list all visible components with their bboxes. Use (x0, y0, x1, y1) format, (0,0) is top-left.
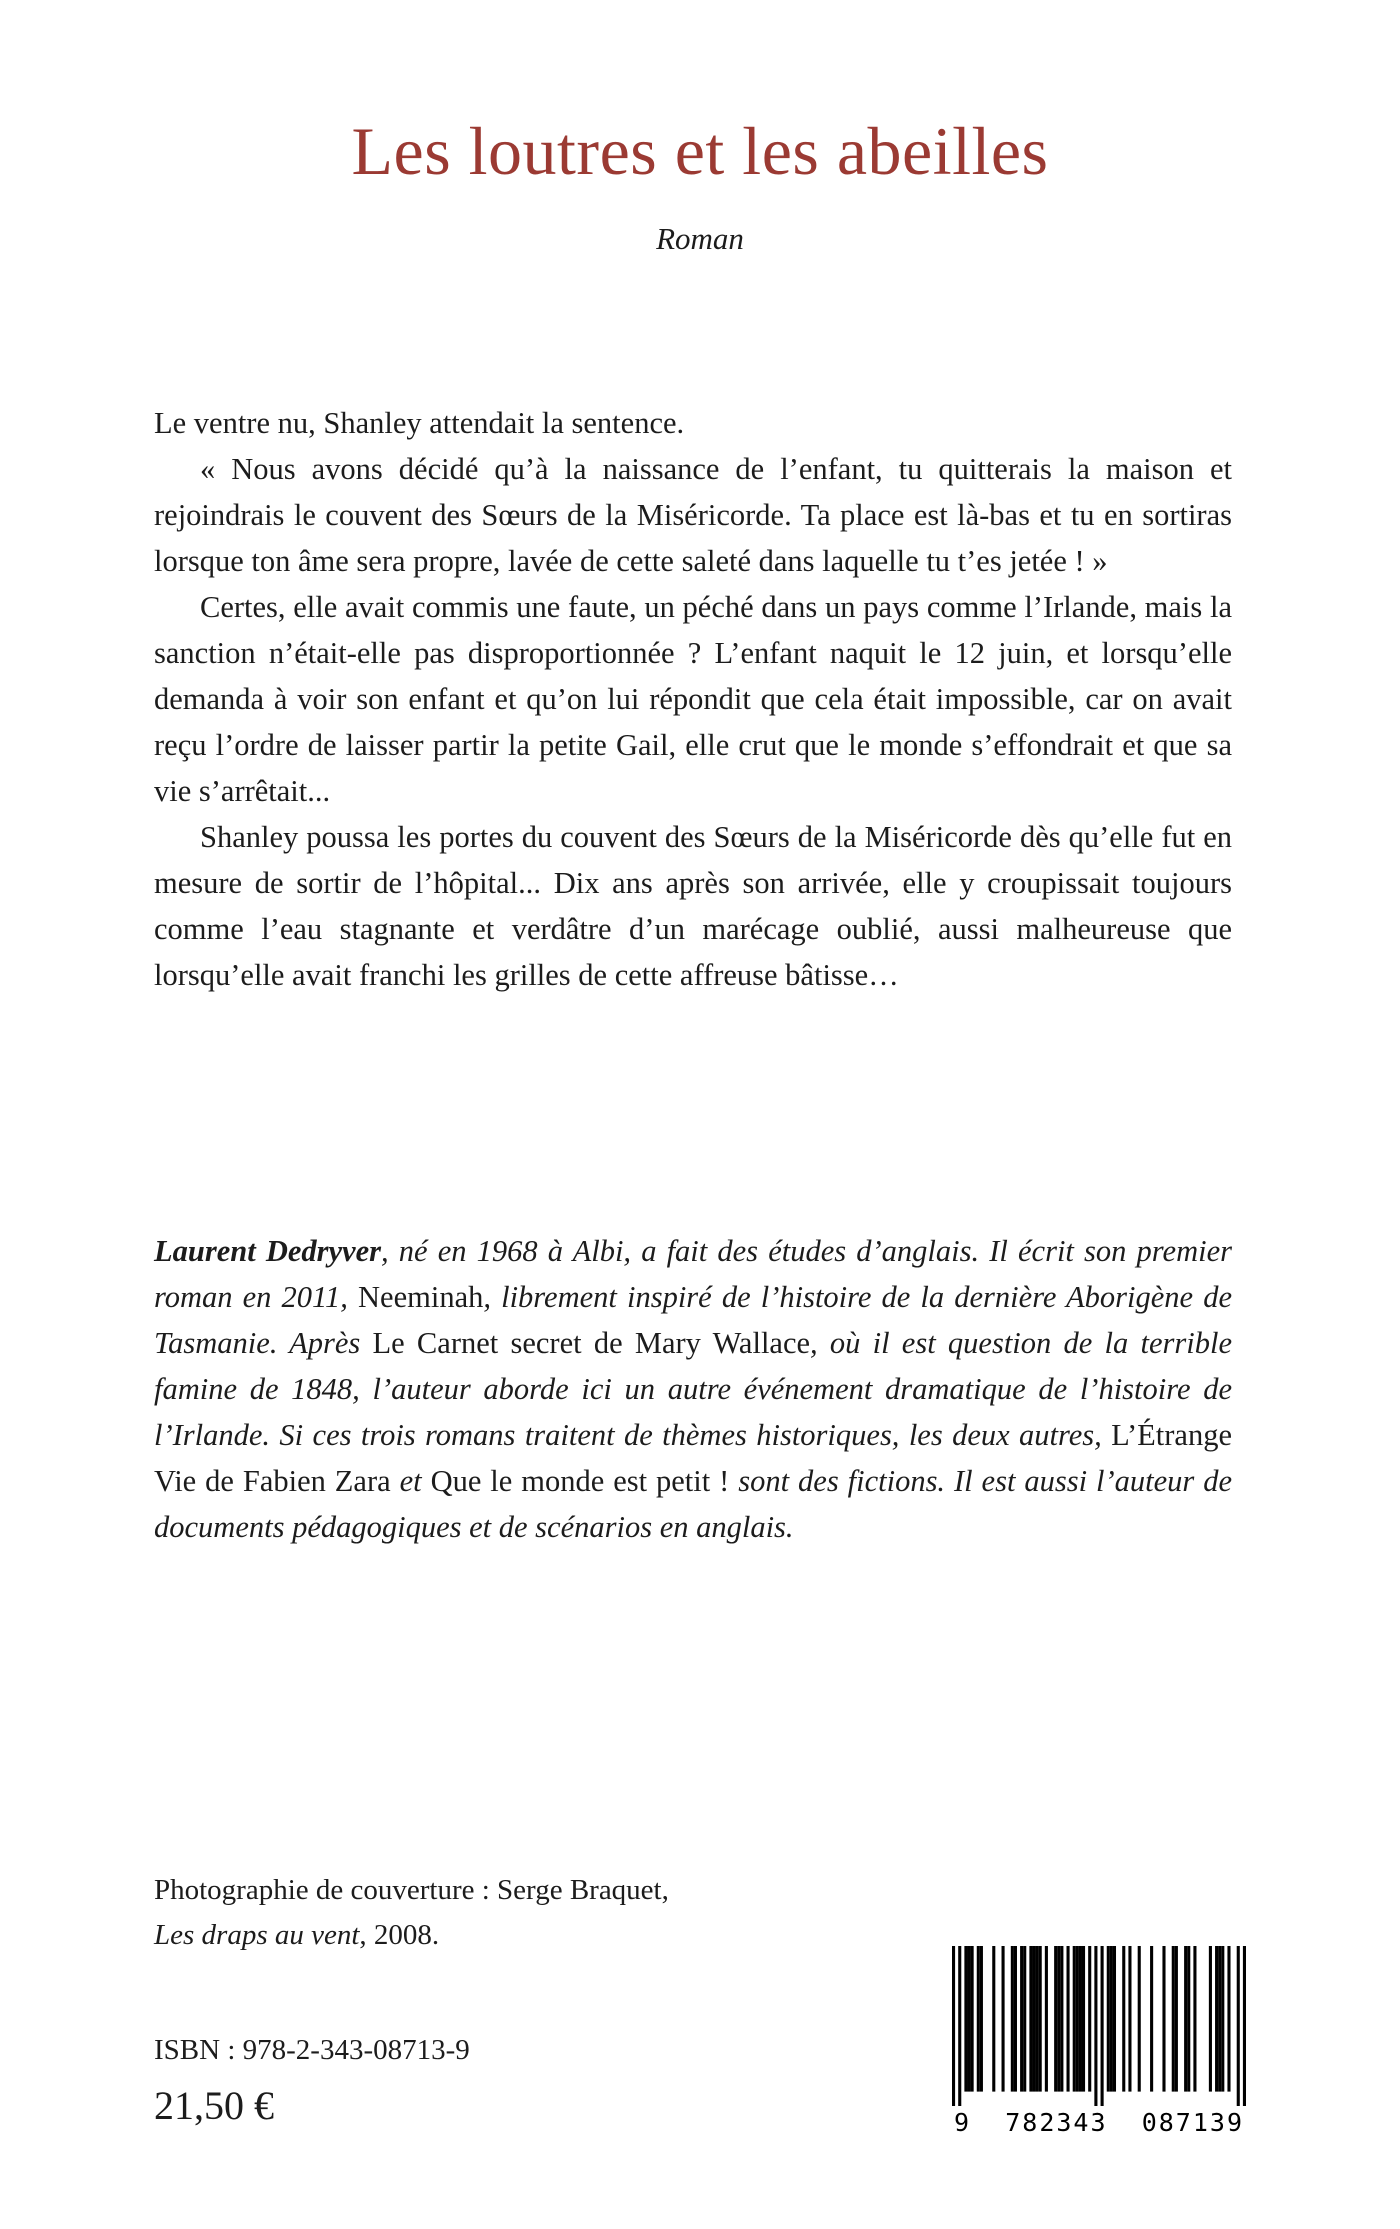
barcode-digit-group: 087139 (1141, 2108, 1244, 2137)
author-bio (154, 1228, 1232, 1550)
bio-text: sont des fictions. Il est aussi l’auteur de documents pédagogiques et de scénarios en anglais. (154, 1464, 1233, 1544)
synopsis-paragraph-4: Shanley poussa les portes du couvent des Sœurs de la Miséricorde dès qu’elle fut en mesure de sortir de l’hôpital... Dix ans après son arrivée, elle y croupissait toujours comme l’eau stagnante et verdâtre d’un marécage oublié, aussi malheureuse que lorsqu’elle avait franchi les grilles de cette affreuse bâtisse… (154, 820, 1232, 992)
book-title: Les loutres et les abeilles (351, 113, 1049, 189)
cover-header (0, 112, 1400, 257)
book-title-neeminah: Neeminah (358, 1280, 484, 1314)
credit-line-2 (154, 1913, 669, 1958)
book-title-etrange-vie: L’Étrange Vie de Fabien Zara (154, 1418, 1232, 1498)
genre-label: Roman (656, 221, 744, 256)
synopsis-paragraph-3: Certes, elle avait commis une faute, un péché dans un pays comme l’Irlande, mais la sanction n’était-elle pas disproportionnée ? L’enfant naquit le 12 juin, et lorsqu’elle demanda à voir son enfant et qu’on lui répondit que cela était impossible, car on avait reçu l’ordre de laisser partir la petite Gail, elle crut que le monde s’effondrait et que sa vie s’arrêtait... (154, 590, 1232, 808)
author-name: Laurent Dedryver (154, 1234, 381, 1268)
synopsis (154, 400, 1232, 998)
photo-work-title: Les draps au vent (154, 1919, 360, 1951)
book-title-carnet-secret: Le Carnet secret de Mary Wallace (372, 1326, 811, 1360)
book-title-monde-petit: Que le monde est petit ! (430, 1464, 730, 1498)
isbn: ISBN : 978-2-343-08713-9 (154, 2034, 470, 2066)
bio-text: , né en 1968 à Albi, a fait des études d’anglais. Il écrit son premier roman en 2011, (154, 1234, 1232, 1314)
photo-work-year: , 2008. (359, 1919, 440, 1951)
cover-photo-credit (154, 1868, 669, 1958)
barcode-digit-group: 782343 (1005, 2108, 1108, 2137)
barcode-digits (952, 2108, 1246, 2137)
bio-text: et (390, 1464, 431, 1498)
bio-text: , où il est question de la terrible famine de 1848, l’auteur aborde ici un autre événement dramatique de l’histoire de l’Irlande. Si ces trois romans traitent de thèmes historiques, les deux autres, (154, 1326, 1232, 1452)
bio-text: , librement inspiré de l’histoire de la dernière Aborigène de Tasmanie. Après (154, 1280, 1232, 1360)
barcode-digit-group: 9 (954, 2108, 972, 2137)
barcode-bars (952, 1946, 1246, 2106)
author-bio-paragraph (154, 1228, 1232, 1550)
credit-line-1: Photographie de couverture : Serge Braquet, (154, 1874, 669, 1906)
synopsis-paragraph-2: « Nous avons décidé qu’à la naissance de l’enfant, tu quitterais la maison et rejoindrais le couvent des Sœurs de la Miséricorde. Ta place est là-bas et tu en sortiras lorsque ton âme sera propre, lavée de cette saleté dans laquelle tu t’es jetée ! » (154, 452, 1232, 578)
synopsis-paragraph-1: Le ventre nu, Shanley attendait la sentence. (154, 406, 685, 440)
barcode (952, 1946, 1246, 2137)
price: 21,50 € (154, 2083, 274, 2128)
